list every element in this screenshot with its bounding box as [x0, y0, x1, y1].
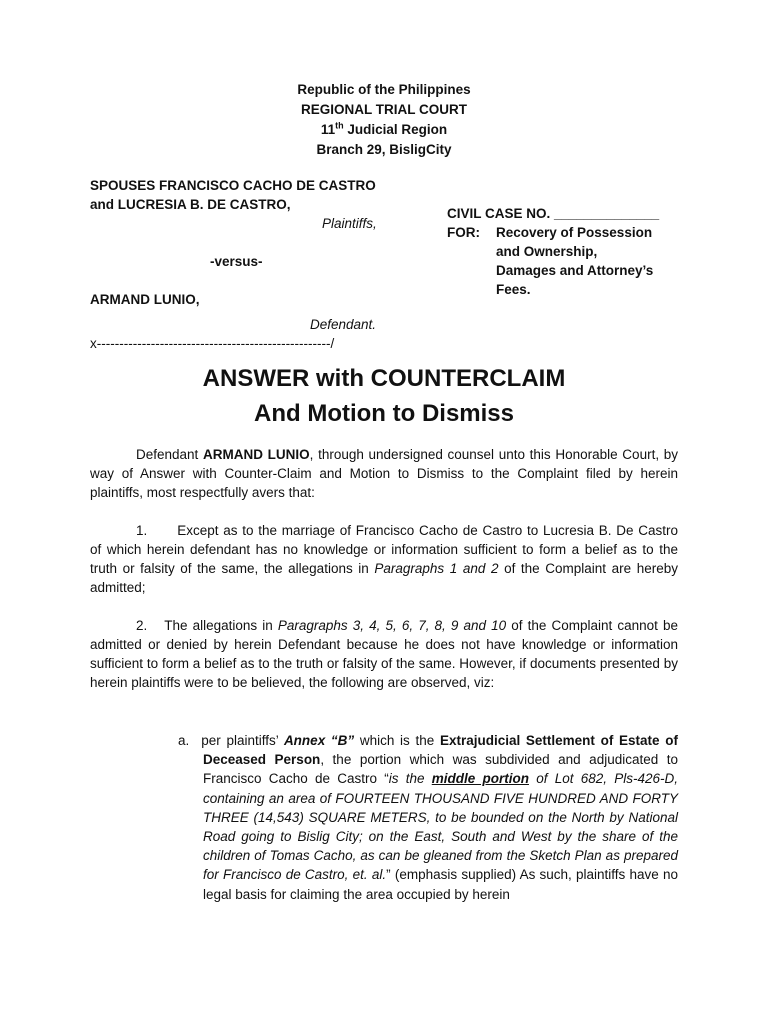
paragraph-2: 2. The allegations in Paragraphs 3, 4, 5, 6, 7, 8, 9 and 10 of the Complaint cannot be admitted or denied by herein Defendant because he does not have knowledge or information sufficient to form a belief as to the truth or falsity of the same. However, if documents presented by herein plaintiffs were to be believed, the following are observed, viz: — [90, 618, 678, 690]
case-parties — [90, 176, 390, 353]
republic-line: Republic of the Philippines — [297, 82, 471, 97]
case-nature: Recovery of Possession and Ownership, Damages and Attorney’s Fees. — [496, 225, 654, 297]
branch-line: Branch 29, BisligCity — [316, 142, 452, 157]
judicial-region: 11th Judicial Region — [320, 120, 448, 137]
court-header — [0, 80, 768, 160]
pleading-subtitle: And Motion to Dismiss — [254, 400, 514, 427]
case-info — [447, 204, 687, 299]
court-name: REGIONAL TRIAL COURT — [300, 102, 467, 117]
defendant-name: ARMAND LUNIO, — [90, 292, 200, 307]
for-label: FOR: — [447, 225, 480, 240]
pleading-title: ANSWER with COUNTERCLAIM — [202, 365, 566, 392]
paragraph-1: 1. Except as to the marriage of Francisco Cacho de Castro to Lucresia B. De Castro of which herein defendant has no knowledge or information sufficient to form a belief as to the truth or falsity of the same, the allegations in Paragraphs 1 and 2 of the Complaint are hereby admitted; — [90, 523, 678, 595]
caption-separator: x----------------------------------------------------/ — [90, 336, 335, 351]
intro-paragraph: Defendant ARMAND LUNIO, through undersigned counsel unto this Honorable Court, by way of Answer with Counter-Claim and Motion to Dismiss to the Complaint filed by herein plaintiffs, most respectfully avers that: — [90, 447, 678, 500]
plaintiffs-name-line2: and LUCRESIA B. DE CASTRO, — [90, 197, 291, 212]
civil-case-number: CIVIL CASE NO. ______________ — [447, 206, 660, 221]
plaintiffs-label: Plaintiffs, — [322, 216, 377, 231]
plaintiffs-name-line1: SPOUSES FRANCISCO CACHO DE CASTRO — [90, 178, 376, 193]
item-a: a. per plaintiffs’ Annex “B” which is the Extrajudicial Settlement of Estate of Deceased Person, the portion which was subdivided and adjudicated to Francisco Cacho de Castro “is the middle portion of Lot 682, Pls-426-D, containing an area of FOURTEEN THOUSAND FIVE HUNDRED AND FORTY THREE (14,543) SQUARE METERS, to be bounded on the North by National Road going to Bislig City; on the East, South and West by the share of the children of Tomas Cacho, as can be gleaned from the Sketch Plan as prepared for Francisco de Castro, et. al.” (emphasis supplied) As such, plaintiffs have no legal basis for claiming the area occupied by herein — [178, 733, 678, 902]
versus-label: -versus- — [210, 254, 263, 269]
defendant-label: Defendant. — [310, 317, 377, 332]
defendant-name-intro: ARMAND LUNIO — [202, 447, 310, 462]
